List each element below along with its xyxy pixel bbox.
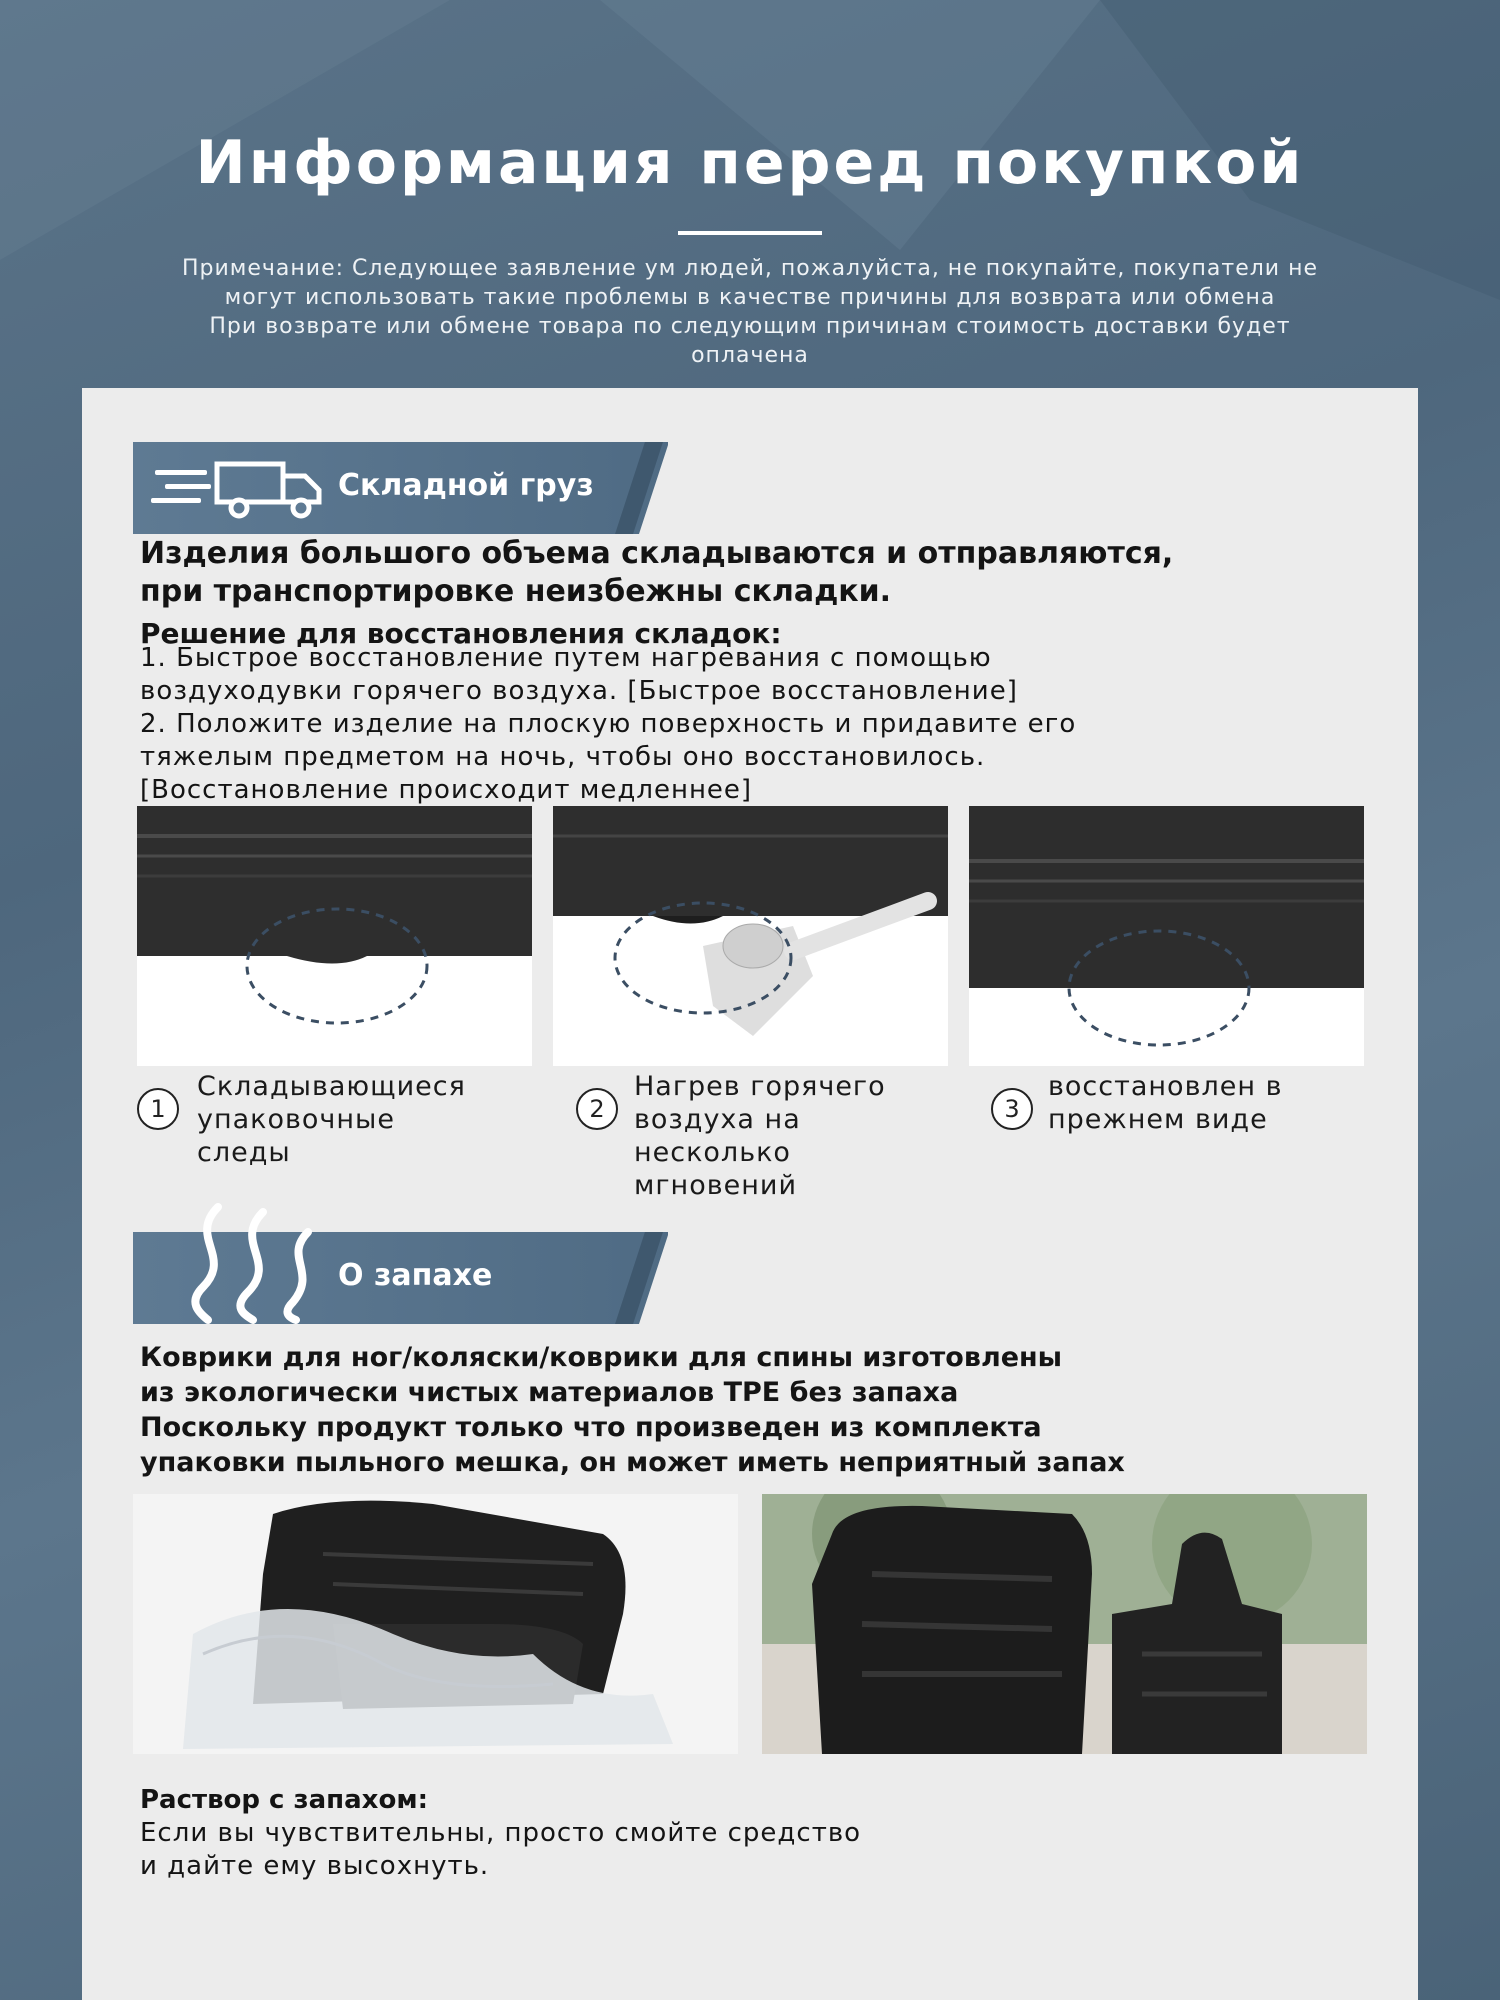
step-line: упаковочные — [197, 1104, 395, 1135]
step-line: следы — [197, 1137, 291, 1168]
smell-tab-label: О запахе — [338, 1258, 493, 1293]
photo-folded-mat — [137, 806, 532, 1066]
step-line: Складывающиеся — [197, 1071, 466, 1102]
photo-restored-mat — [969, 806, 1364, 1066]
step-number-3: 3 — [991, 1088, 1033, 1130]
title-divider — [678, 231, 822, 235]
smell-line: Поскольку продукт только что произведен из комплекта — [140, 1412, 1042, 1443]
intro-line: при транспортировке неизбежны складки. — [140, 574, 892, 609]
page-title: Информация перед покупкой — [195, 128, 1305, 198]
smell-waves-icon — [178, 1202, 328, 1327]
intro-line: Изделия большого объема складываются и отправляются, — [140, 536, 1174, 571]
step-line: воздуха на — [634, 1104, 801, 1135]
delivery-truck-icon — [151, 456, 331, 522]
solution-line: тяжелым предметом на ночь, чтобы оно восстановилось. — [140, 742, 986, 772]
folding-solution-list — [140, 642, 1076, 807]
smell-line: из экологически чистых материалов TPE без запаха — [140, 1377, 959, 1408]
smell-description — [140, 1340, 1125, 1480]
smell-solution-line: и дайте ему высохнуть. — [140, 1851, 490, 1881]
note-line: Примечание: Следующее заявление ум людей, пожалуйста, не покупайте, покупатели не — [181, 256, 1319, 281]
step-number-1: 1 — [137, 1088, 179, 1130]
return-note — [30, 254, 1470, 370]
folding-tab-label: Складной груз — [338, 468, 594, 503]
smell-solution-title: Раствор с запахом: — [140, 1785, 428, 1815]
step-line: мгновений — [634, 1170, 797, 1201]
folding-solution-title: Решение для восстановления складок: — [140, 617, 782, 650]
folding-section-tab — [133, 442, 668, 534]
solution-line: [Восстановление происходит медленнее] — [140, 775, 753, 805]
smell-line: упаковки пыльного мешка, он может иметь неприятный запах — [140, 1447, 1125, 1478]
note-line: При возврате или обмене товара по следующим причинам стоимость доставки будет — [209, 314, 1291, 339]
solution-line: 1. Быстрое восстановление путем нагревания с помощью — [140, 643, 992, 673]
step-3-text — [1048, 1070, 1283, 1136]
smell-section-tab — [133, 1232, 668, 1324]
step-2-text — [634, 1070, 886, 1202]
smell-solution-text — [140, 1817, 861, 1883]
photo-installed-mats — [762, 1494, 1367, 1754]
photo-hot-air-heating — [553, 806, 948, 1066]
step-1-text — [197, 1070, 466, 1169]
tab-cut — [639, 1232, 669, 1324]
note-line: могут использовать такие проблемы в качестве причины для возврата или обмена — [224, 285, 1276, 310]
solution-line: воздуходувки горячего воздуха. [Быстрое восстановление] — [140, 676, 1018, 706]
step-line: прежнем виде — [1048, 1104, 1268, 1135]
tab-cut — [639, 442, 669, 534]
smell-line: Коврики для ног/коляски/коврики для спины изготовлены — [140, 1342, 1063, 1373]
note-line: оплачена — [691, 343, 809, 368]
solution-line: 2. Положите изделие на плоскую поверхность и придавите его — [140, 709, 1077, 739]
step-line: Нагрев горячего — [634, 1071, 886, 1102]
smell-solution-line: Если вы чувствительны, просто смойте средство — [140, 1818, 862, 1848]
step-line: несколько — [634, 1137, 791, 1168]
step-line: восстановлен в — [1048, 1071, 1283, 1102]
step-number-2: 2 — [576, 1088, 618, 1130]
photo-mats-in-packaging — [133, 1494, 738, 1754]
folding-intro — [140, 535, 1173, 611]
